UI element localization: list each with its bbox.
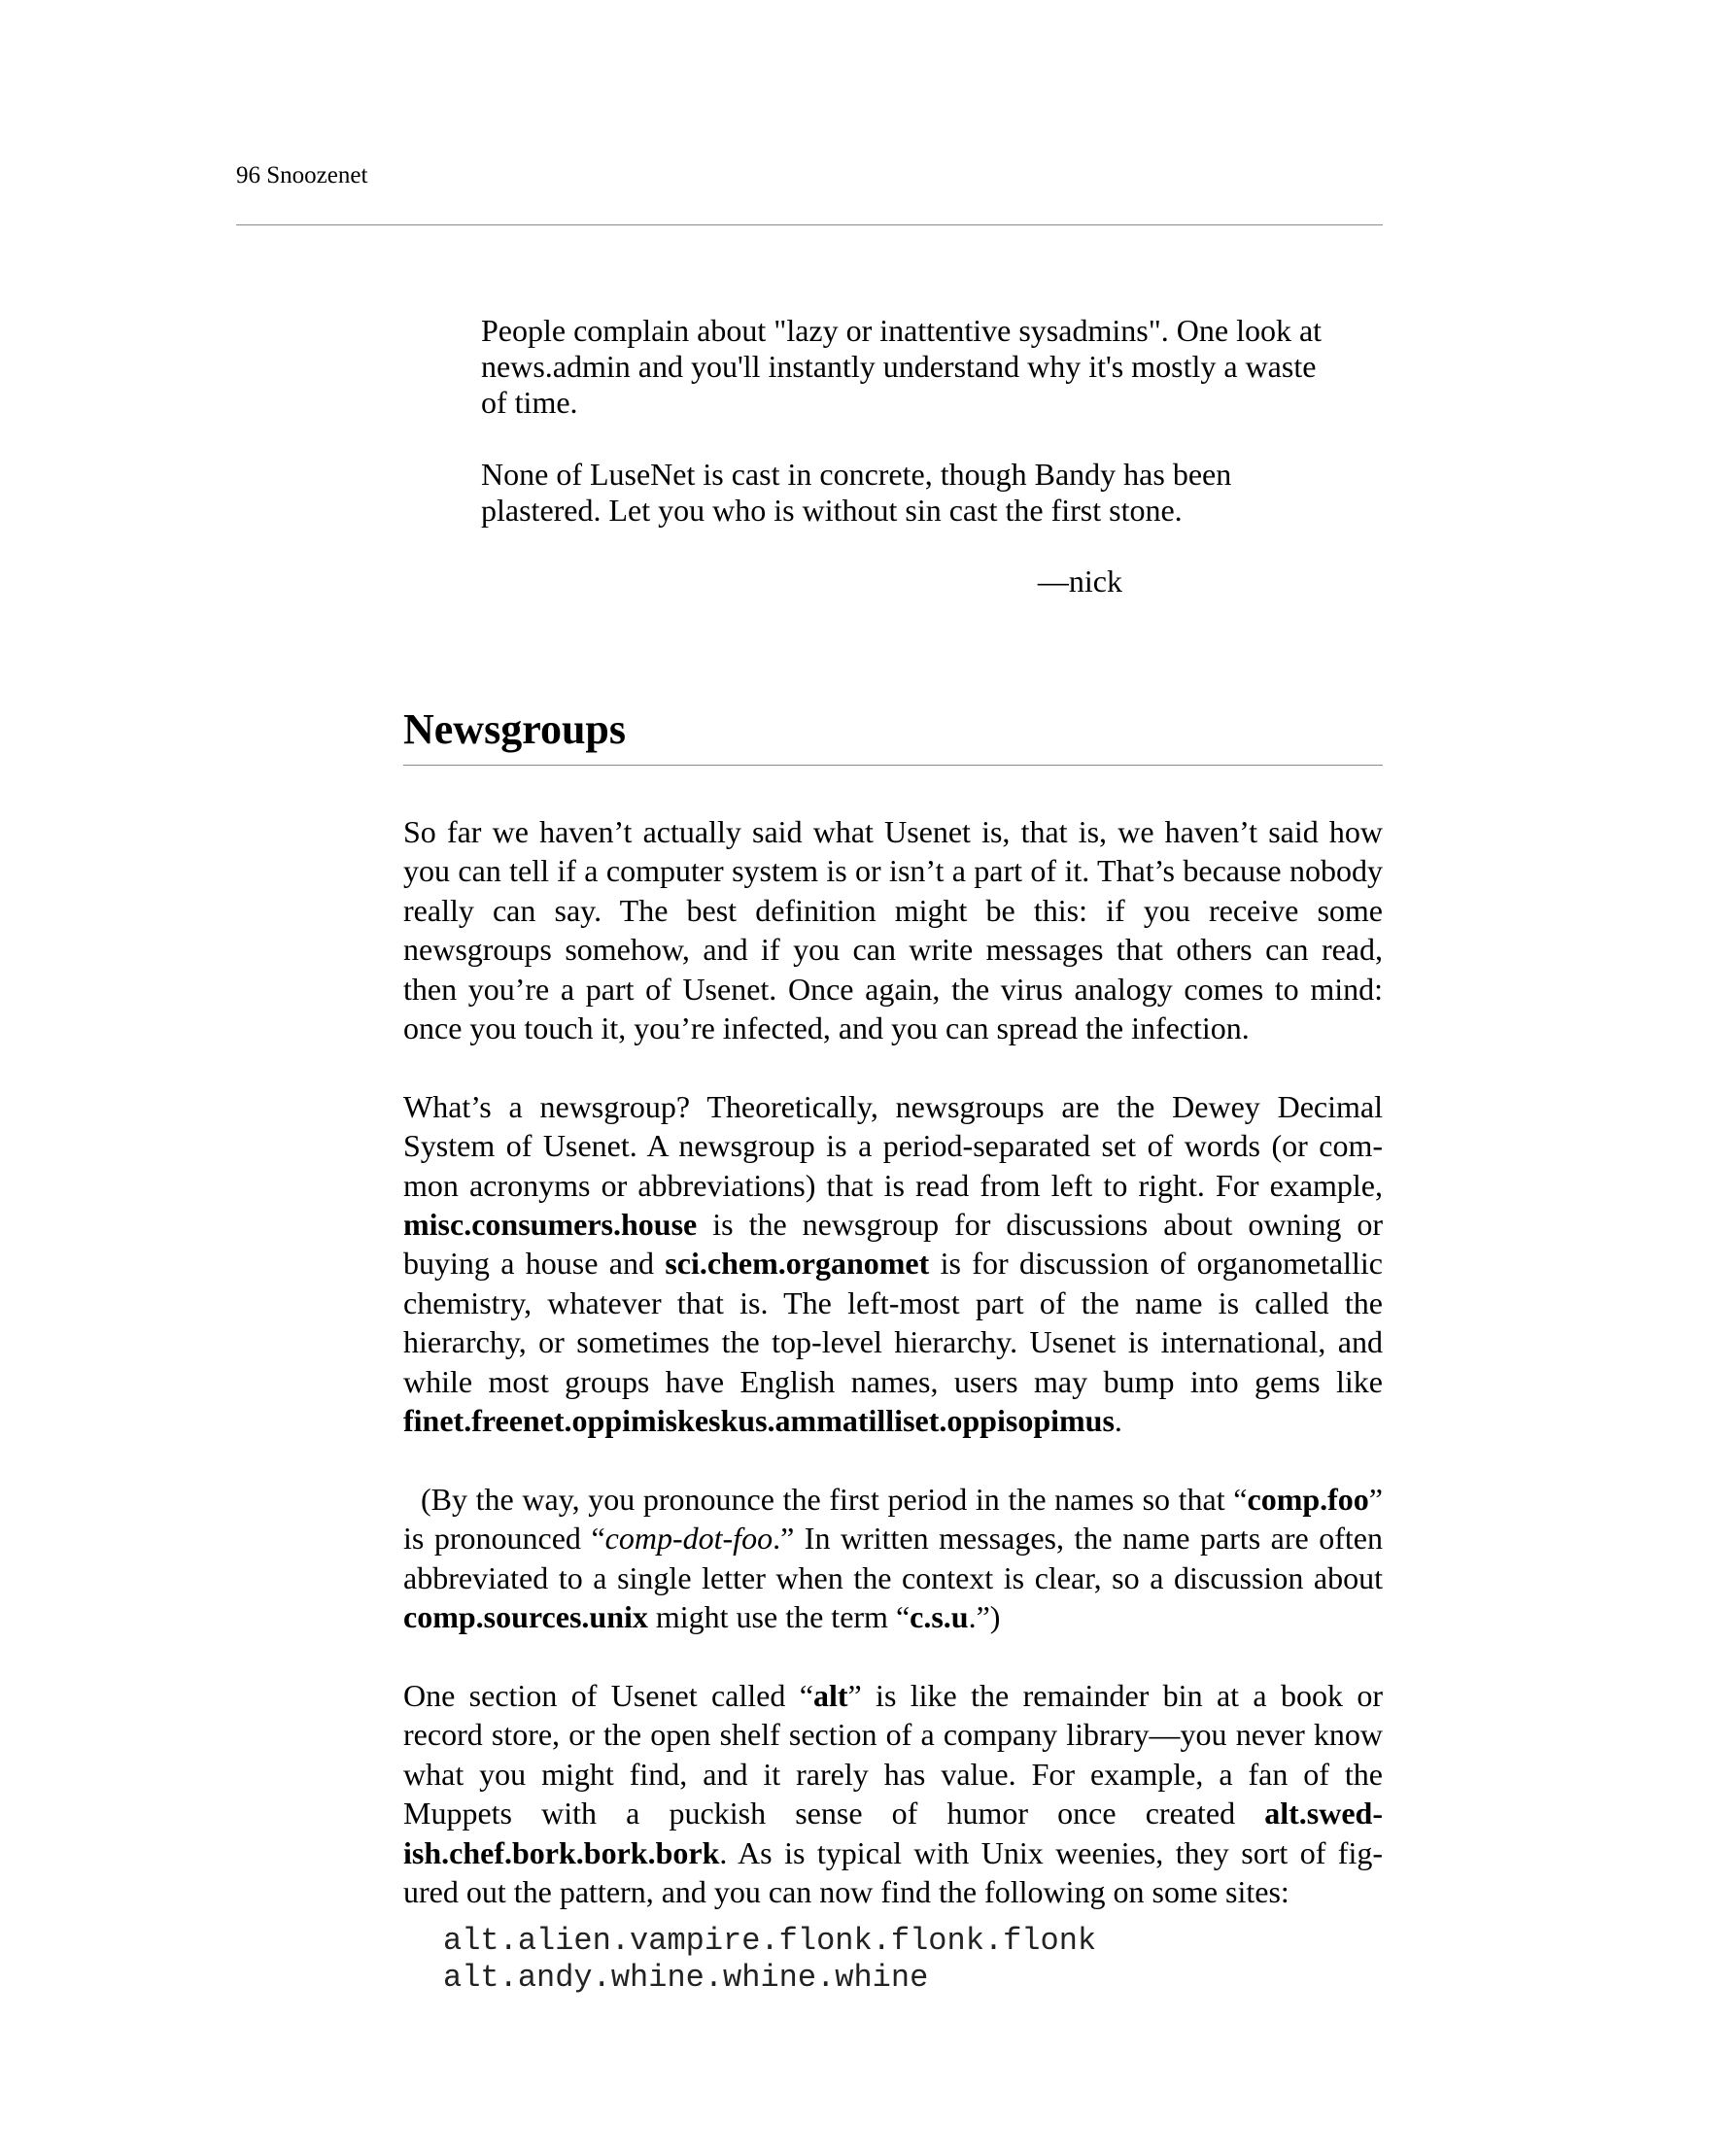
header-rule bbox=[236, 224, 1383, 225]
text-run: is for discussion of organometallic chemistry, whatever that is. The left-most part of the name is called the hierarchy, or sometimes the top-level hierarchy. Usenet is international, and while most groups have English names, users may bump into gems like bbox=[403, 1246, 1384, 1399]
epigraph bbox=[481, 313, 1326, 565]
newsgroup-name: comp.sources.unix bbox=[403, 1599, 648, 1635]
text-run: .” In written messages, the name parts are often abbreviated to a single letter when the context is clear, so a discussion about bbox=[403, 1521, 1384, 1595]
epigraph-paragraph: People complain about "lazy or inattentive sysadmins". One look at news.admin and you'll instantly understand why it's mostly a waste of time. bbox=[481, 313, 1323, 420]
newsgroup-name: alt bbox=[812, 1677, 848, 1713]
code-line: alt.alien.vampire.flonk.flonk.flonk bbox=[443, 1923, 1097, 1960]
paragraph: So far we haven’t actually said what Usenet is, that is, we haven’t said how you can tell if a computer system is or isn’t a part of it. That’s because nobody really can say. The best definition might be this: if you receive some newsgroups somehow, and if you can write messages that others can read, then you’re a part of Usenet. Once again, the virus analogy comes to mind: once you touch it, you’re infected, and you can spread the infection. bbox=[403, 814, 1383, 1046]
epigraph-attribution: —nick bbox=[1037, 564, 1122, 599]
text-run: is the newsgroup for discussions about owning or buying a house and bbox=[403, 1207, 1383, 1282]
code-block bbox=[403, 1923, 1383, 1997]
newsgroup-name: finet.freenet.oppimiskeskus.ammatilliset.oppisopimus bbox=[403, 1403, 1115, 1439]
newsgroup-name: misc.consumers.house bbox=[403, 1207, 698, 1243]
section-heading: Newsgroups bbox=[403, 705, 627, 753]
text-run: .”) bbox=[968, 1599, 1001, 1635]
pronunciation: comp-dot-foo bbox=[604, 1521, 774, 1557]
text-run: (By the way, you pronounce the first period in the names so that “ bbox=[421, 1481, 1248, 1517]
text-run: . bbox=[1114, 1403, 1122, 1439]
newsgroup-name: comp.foo bbox=[1247, 1481, 1369, 1517]
text-run: ” is like the remainder bin at a book or record store, or the open shelf section of a company library—you never know what you might find, and it rarely has value. For example, a fan of the Muppets with a puckish sense of humor once created bbox=[403, 1677, 1384, 1831]
epigraph-paragraph: None of LuseNet is cast in concrete, though Bandy has been plastered. Let you who is without sin cast the first stone. bbox=[481, 457, 1232, 528]
text-run: . As is typical with Unix weenies, they sort of figured out the pattern, and you can now find the following on some sites: bbox=[403, 1834, 1383, 1909]
text-run: What’s a newsgroup? Theoretically, newsgroups are the Dewey Decimal System of Usenet. A newsgroup is a period-separated set of words (or common acronyms or abbreviations) that is read from left to right. For example, bbox=[403, 1088, 1383, 1203]
newsgroup-abbreviation: c.s.u bbox=[910, 1599, 969, 1635]
running-header: 96 Snoozenet bbox=[236, 162, 368, 188]
text-run: might use the term “ bbox=[647, 1599, 911, 1635]
paragraph bbox=[403, 1480, 1383, 1637]
paragraph bbox=[403, 1087, 1383, 1441]
newsgroup-name: alt.swedish.chef.bork.bork.bork bbox=[403, 1796, 1383, 1870]
heading-rule bbox=[403, 765, 1383, 766]
text-run: One section of Usenet called “ bbox=[403, 1677, 813, 1713]
newsgroup-name: sci.chem.organomet bbox=[665, 1246, 930, 1282]
text-run: ” is pronounced “ bbox=[403, 1481, 1383, 1557]
paragraph bbox=[403, 1676, 1383, 1911]
body-text bbox=[403, 812, 1383, 1997]
code-line: alt.andy.whine.whine.whine bbox=[443, 1960, 929, 1997]
